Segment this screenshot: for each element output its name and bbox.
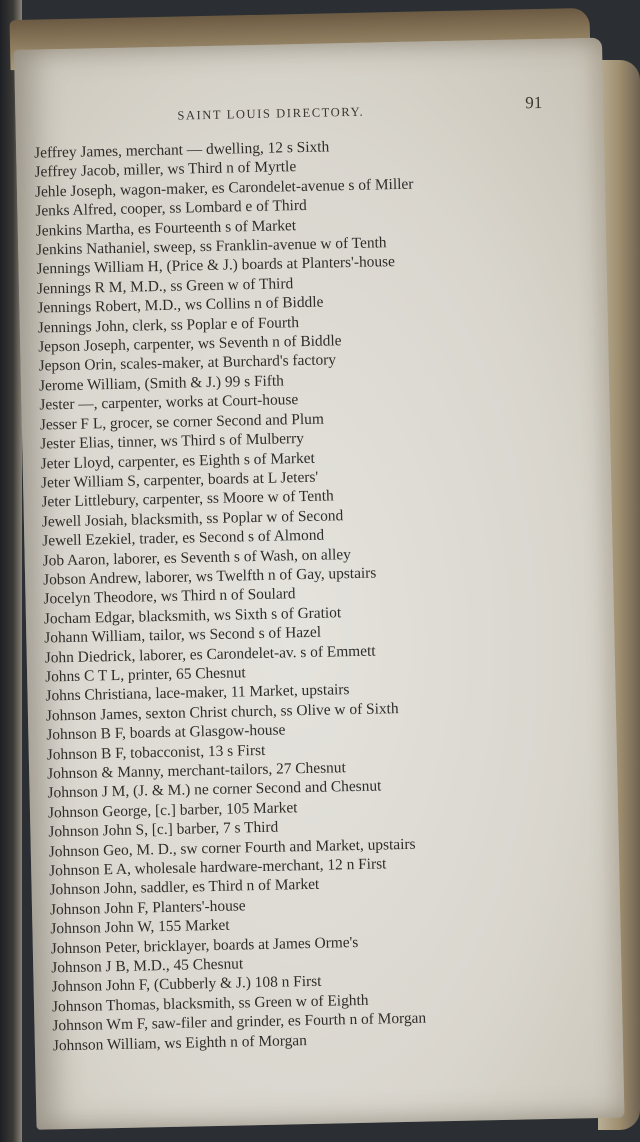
directory-entry: Johnson John W, 155 Market [50,916,230,938]
directory-entry: Jester Elias, tinner, ws Third s of Mulberry [40,430,305,453]
directory-entry: Johnson John, saddler, es Third n of Market [49,876,320,899]
directory-entry: Johnson John F, (Cubberly & J.) 108 n First [51,973,322,996]
directory-entry: Johnson Thomas, blacksmith, ss Green w of Eighth [51,991,369,1016]
directory-entry: Johnson William, ws Eighth n of Morgan [52,1031,308,1055]
directory-entry: Johnson John S, [c.] barber, 7 s Third [48,818,279,841]
directory-entry: Johnson J M, (J. & M.) ne corner Second and Chesnut [47,777,382,802]
directory-entry: Jesser F L, grocer, se corner Second and Plum [39,410,325,434]
directory-entry: Jennings Robert, M.D., ws Collins n of Biddle [37,293,324,317]
directory-entry: Jenkins Nathaniel, sweep, ss Franklin-avenue w of Tenth [36,234,387,259]
directory-entry: Jocelyn Theodore, ws Third n of Soulard [43,585,296,608]
directory-entry: Jepson Joseph, carpenter, ws Seventh n of Biddle [38,332,342,356]
directory-entry: Johnson Geo, M. D., sw corner Fourth and Market, upstairs [48,835,416,861]
directory-entry: Jester —, carpenter, works at Court-house [39,391,299,414]
page-number: 91 [525,92,543,113]
directory-entry: Jobson Andrew, laborer, ws Twelfth n of Gay, upstairs [42,564,377,589]
directory-entry: Johns Christiana, lace-maker, 11 Market, upstairs [45,681,350,705]
directory-entry: Jeffrey James, merchant — dwelling, 12 s Sixth [33,138,330,162]
directory-entry: Jennings R M, M.D., ss Green w of Third [36,275,294,298]
directory-entry: Jeter Littlebury, carpenter, ss Moore w of Tenth [41,487,334,511]
directory-entry: Jocham Edgar, blacksmith, ws Sixth s of Gratiot [43,604,342,628]
directory-entry: Jenks Alfred, cooper, ss Lombard e of Third [35,197,307,220]
directory-entry: Jeffrey Jacob, miller, ws Third n of Myrtle [34,158,297,182]
directory-entries [34,132,593,1055]
directory-entry: Johnson E A, wholesale hardware-merchant, 12 n First [49,855,387,880]
directory-entry: Jennings William H, (Price & J.) boards at Planters'-house [36,253,396,279]
directory-entry: Jenkins Martha, es Fourteenth s of Market [35,216,297,240]
directory-entry: Johnson John F, Planters'-house [49,897,246,919]
directory-entry: Johnson George, [c.] barber, 105 Market [47,799,298,822]
directory-entry: Johnson B F, boards at Glasgow-house [46,721,286,744]
directory-entry: Jerome William, (Smith & J.) 99 s Fifth [38,372,285,395]
directory-entry: Jeter William S, carpenter, boards at L Jeters' [40,468,319,492]
directory-entry: Johann William, tailor, ws Second s of Hazel [44,623,322,647]
directory-entry: Job Aaron, laborer, es Seventh s of Wash, on alley [42,545,351,570]
directory-entry: Jehle Joseph, wagon-maker, es Carondelet-avenue s of Miller [34,175,414,201]
directory-entry: Johnson B F, tobacconist, 13 s First [46,741,266,764]
directory-entry: Johnson Wm F, saw-filer and grinder, es Fourth n of Morgan [52,1009,427,1035]
directory-entry: Johnson J B, M.D., 45 Chesnut [51,955,244,977]
directory-entry: Jewell Ezekiel, trader, es Second s of Almond [42,526,325,550]
running-head: SAINT LOUIS DIRECTORY. [177,104,365,123]
directory-entry: Johns C T L, printer, 65 Chesnut [44,664,246,686]
directory-entry: Jeter Lloyd, carpenter, es Eighth s of Market [40,449,315,473]
directory-entry: John Diedrick, laborer, es Carondelet-av. s of Emmett [44,642,376,667]
directory-entry: Johnson James, sexton Christ church, ss Olive w of Sixth [45,699,399,725]
directory-entry: Johnson Peter, bricklayer, boards at James Orme's [50,933,359,958]
directory-page [14,38,624,1130]
directory-entry: Johnson & Manny, merchant-tailors, 27 Chesnut [46,759,346,783]
directory-entry: Jewell Josiah, blacksmith, ss Poplar w of Second [41,506,344,531]
directory-entry: Jennings John, clerk, ss Poplar e of Fourth [37,313,300,337]
directory-entry: Jepson Orin, scales-maker, at Burchard's factory [38,351,337,376]
